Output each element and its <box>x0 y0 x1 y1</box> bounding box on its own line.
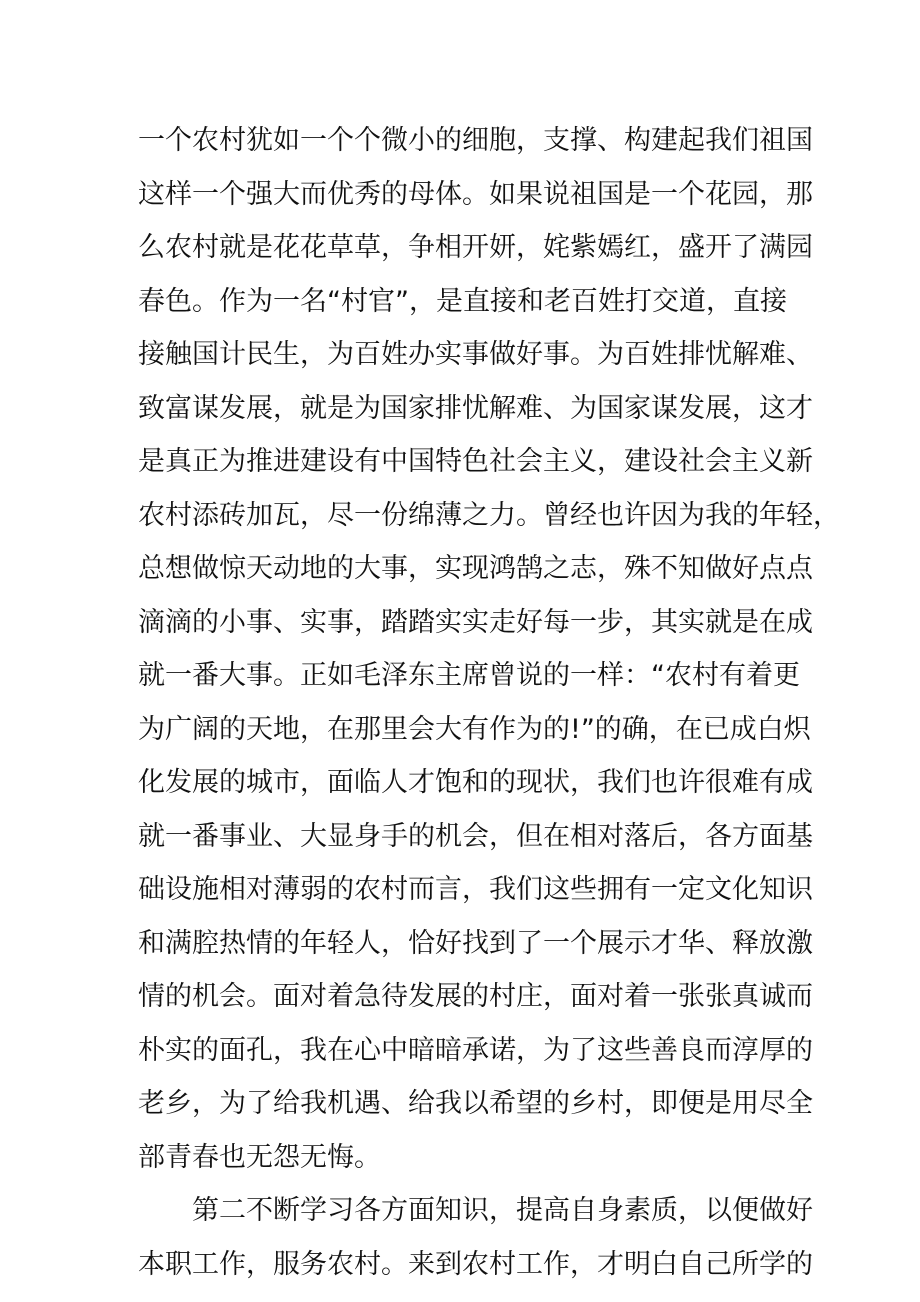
text-line: 础设施相对薄弱的农村而言，我们这些拥有一定文化知识 <box>138 874 813 905</box>
text-line: 朴实的面孔，我在心中暗暗承诺，为了这些善良而淳厚的 <box>138 1034 813 1066</box>
text-line: 一个农村犹如一个个微小的细胞，支撑、构建起我们祖国 <box>138 125 813 156</box>
text-line: 农村添砖加瓦，尽一份绵薄之力。曾经也许因为我的年轻， <box>138 499 840 531</box>
paragraph-first-line: 第二不断学习各方面知识，提高自身素质，以便做好 <box>138 1195 813 1226</box>
text-line: 这样一个强大而优秀的母体。如果说祖国是一个花园，那 <box>138 178 813 210</box>
text-line: 致富谋发展，就是为国家排忧解难、为国家谋发展，这才 <box>138 392 813 424</box>
text-line: 化发展的城市，面临人才饱和的现状，我们也许很难有成 <box>138 767 813 798</box>
text-line: 就一番大事。正如毛泽东主席曾说的一样：“农村有着更 <box>138 660 800 691</box>
text-line: 接触国计民生，为百姓办实事做好事。为百姓排忧解难、 <box>138 339 813 370</box>
text-line: 春色。作为一名“村官”，是直接和老百姓打交道，直接 <box>138 285 787 317</box>
text-line: 本职工作，服务农村。来到农村工作，才明白自己所学的 <box>138 1248 813 1280</box>
text-line: 和满腔热情的年轻人，恰好找到了一个展示才华、释放激 <box>138 927 813 959</box>
text-line: 是真正为推进建设有中国特色社会主义，建设社会主义新 <box>138 446 813 477</box>
text-line: 就一番事业、大显身手的机会，但在相对落后，各方面基 <box>138 820 813 852</box>
text-line: 滴滴的小事、实事，踏踏实实走好每一步，其实就是在成 <box>138 606 813 638</box>
text-line: 为广阔的天地，在那里会大有作为的!”的确，在已成白炽 <box>138 713 811 745</box>
text-line: 么农村就是花花草草，争相开妍，姹紫嫣红，盛开了满园 <box>138 232 813 263</box>
text-line: 老乡，为了给我机遇、给我以希望的乡村，即便是用尽全 <box>138 1088 813 1119</box>
text-line: 部青春也无怨无悔。 <box>138 1141 381 1173</box>
text-line: 总想做惊天动地的大事，实现鸿鹄之志，殊不知做好点点 <box>138 553 813 584</box>
text-line: 情的机会。面对着急待发展的村庄，面对着一张张真诚而 <box>138 981 813 1012</box>
body-text <box>138 114 840 1291</box>
